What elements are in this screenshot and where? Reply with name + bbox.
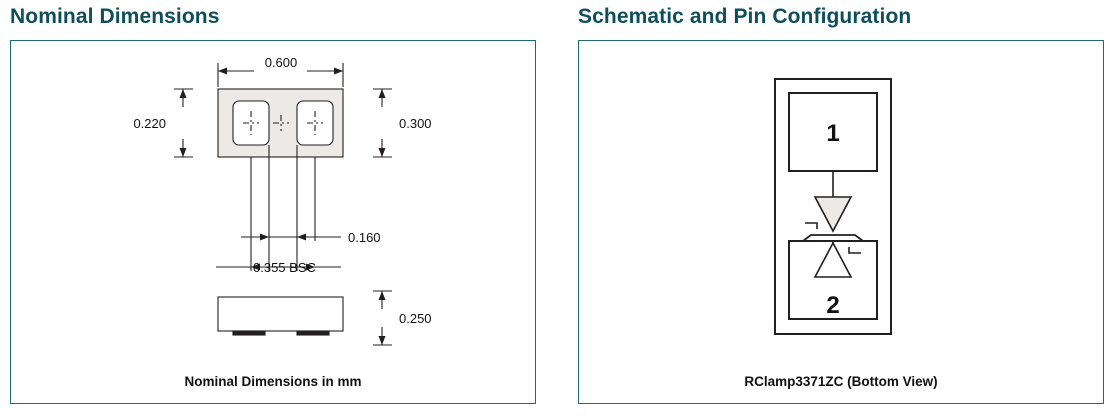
caption-nominal-dimensions: Nominal Dimensions in mm <box>184 374 362 389</box>
caption-schematic: RClamp3371ZC (Bottom View) <box>744 374 938 389</box>
dim-height-right: 0.300 <box>399 116 432 131</box>
pin-label-1: 1 <box>826 120 840 147</box>
panel-title-nominal-dimensions: Nominal Dimensions <box>10 5 220 28</box>
dim-pad-pitch: 0.355 BSC <box>253 260 316 275</box>
panel-box-nominal-dimensions <box>10 40 536 404</box>
dim-pad-width: 0.160 <box>348 230 381 245</box>
dim-width-top: 0.600 <box>264 55 298 70</box>
panel-schematic-pin-configuration <box>578 0 1106 419</box>
dim-thickness: 0.250 <box>399 311 432 326</box>
panel-box-schematic <box>578 40 1104 404</box>
nominal-dimensions-drawing <box>11 41 537 405</box>
pin-label-2: 2 <box>826 292 840 319</box>
dim-height-left: 0.220 <box>133 116 166 131</box>
panel-nominal-dimensions <box>10 0 538 419</box>
schematic-drawing <box>579 41 1105 405</box>
panel-title-schematic: Schematic and Pin Configuration <box>578 5 912 28</box>
